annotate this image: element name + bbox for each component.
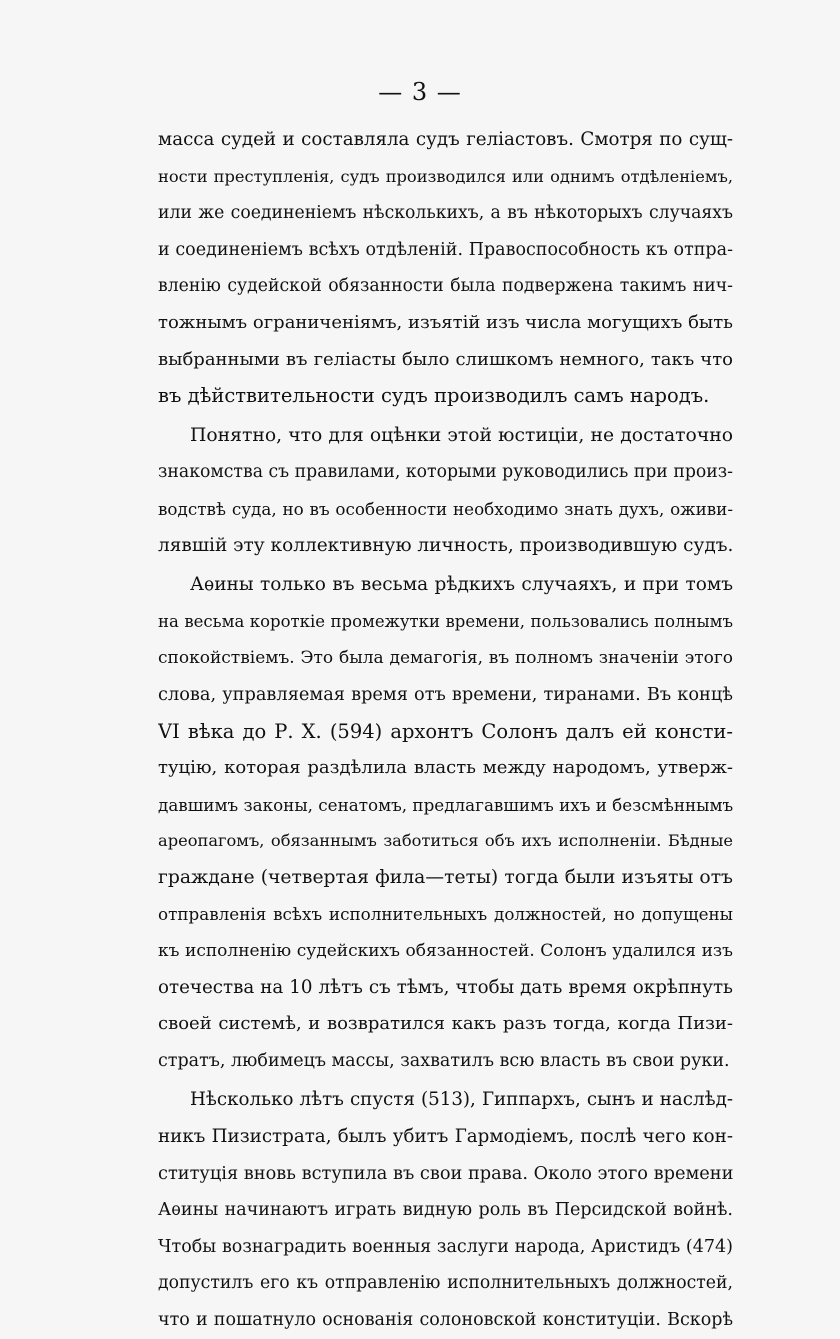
text-line: къ исполненію судейскихъ обязанностей. Солонъ удалился изъ xyxy=(158,941,733,962)
text-line: слова, управляемая время отъ времени, тиранами. Въ концѣ xyxy=(158,684,733,705)
text-line: VI вѣка до Р. Х. (594) архонтъ Солонъ далъ ей консти- xyxy=(158,719,733,743)
text-line: спокойствіемъ. Это была демагогія, въ полномъ значеніи этого xyxy=(158,648,733,669)
text-line: и соединеніемъ всѣхъ отдѣленій. Правоспособность къ отпра- xyxy=(158,239,733,260)
text-line: водствѣ суда, но въ особенности необходимо знать духъ, оживи- xyxy=(158,498,733,519)
text-line: туцію, которая раздѣлила власть между народомъ, утверж- xyxy=(158,757,733,779)
text-line: Понятно, что для оцѣнки этой юстиціи, не достаточно xyxy=(190,424,733,446)
text-line: отправленія всѣхъ исполнительныхъ должностей, но допущены xyxy=(158,904,733,925)
text-line: знакомства съ правилами, которыми руководились при произ- xyxy=(158,462,733,483)
text-line: тожнымъ ограниченіямъ, изъятій изъ числа могущихъ быть xyxy=(158,311,733,333)
paragraph xyxy=(158,567,733,1079)
text-line: граждане (четвертая фила—теты) тогда были изъяты отъ xyxy=(158,866,733,888)
text-line: или же соединеніемъ нѣсколькихъ, а въ нѣкоторыхъ случаяхъ xyxy=(158,203,733,224)
text-line: вленію судейской обязанности была подвержена такимъ нич- xyxy=(158,276,733,297)
text-line: никъ Пизистрата, былъ убитъ Гармодіемъ, послѣ чего кон- xyxy=(158,1126,733,1148)
text-line: ареопагомъ, обязаннымъ заботиться объ ихъ исполненіи. Бѣдные xyxy=(158,831,733,851)
paragraph xyxy=(158,122,733,415)
paragraph xyxy=(158,1082,733,1338)
body-text xyxy=(158,122,733,1339)
text-line: Аѳины только въ весьма рѣдкихъ случаяхъ, и при томъ xyxy=(190,574,733,596)
text-line: давшимъ законы, сенатомъ, предлагавшимъ ихъ и безсмѣннымъ xyxy=(158,794,733,815)
text-line: Чтобы вознаградить военныя заслуги народа, Аристидъ (474) xyxy=(158,1236,733,1257)
text-line: Аѳины начинаютъ играть видную роль въ Персидской войнѣ. xyxy=(158,1200,733,1221)
text-line: выбранными въ геліасты было слишкомъ немного, такъ что xyxy=(158,348,733,370)
text-line: отечества на 10 лѣтъ съ тѣмъ, чтобы дать время окрѣпнуть xyxy=(158,976,733,998)
text-line: ности преступленія, судъ производился или однимъ отдѣленіемъ, xyxy=(158,166,733,186)
text-line: на весьма короткіе промежутки времени, пользовались полнымъ xyxy=(158,611,733,631)
text-line: Нѣсколько лѣтъ спустя (513), Гиппархъ, сынъ и наслѣд- xyxy=(190,1089,733,1111)
paragraph xyxy=(158,418,733,564)
text-line: ституція вновь вступила въ свои права. Около этого времени xyxy=(158,1163,733,1184)
text-line: лявшій эту коллективную личность, производившую судъ. xyxy=(158,534,733,556)
text-line: въ дѣйствительности судъ производилъ самъ народъ. xyxy=(158,384,710,408)
text-line: допустилъ его къ отправленію исполнительныхъ должностей, xyxy=(158,1273,733,1294)
text-line: масса судей и составляла судъ геліастовъ. Смотря по сущ- xyxy=(158,129,733,150)
text-line: что и пошатнуло основанія солоновской конституціи. Вскорѣ xyxy=(158,1310,733,1330)
text-line: своей системѣ, и возвратился какъ разъ тогда, когда Пизи- xyxy=(158,1013,733,1035)
text-line: стратъ, любимецъ массы, захватилъ всю власть въ свои руки. xyxy=(158,1050,730,1071)
page-number: — 3 — xyxy=(378,78,462,106)
